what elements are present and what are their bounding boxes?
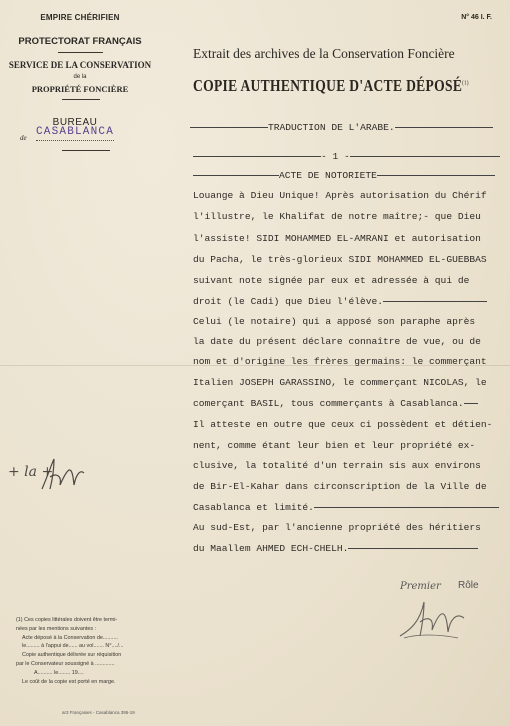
footnote [16, 616, 156, 686]
printer-imprint: ar3 Françaises - Casablanca 395-19 [62, 710, 135, 715]
protectorat-heading: PROTECTORAT FRANÇAIS [18, 36, 142, 47]
footnote-line: nées par les mentions suivantes : [16, 625, 97, 632]
body-line: du Maallem AHMED ECH-CHELH. [193, 543, 349, 554]
acte-line [193, 170, 495, 181]
body-line: clusive, la totalité d'un terrain sis aux environs [193, 460, 481, 471]
body-line: droit (le Cadi) que Dieu l'élève. [193, 296, 383, 307]
divider [58, 52, 103, 53]
empire-heading: EMPIRE CHÉRIFIEN [40, 13, 120, 22]
body-line: Casablanca et limité. [193, 502, 314, 513]
body-line: du Pacha, le très-glorieux SIDI MOHAMMED EL-GUEBBAS [193, 254, 487, 265]
footnote-line: le......... à l'appui de...... au vol....... N°..../... [22, 643, 124, 650]
footnote-line: A.......... le........ 19.... [34, 669, 84, 676]
traduction-text: TRADUCTION DE L'ARABE. [268, 122, 395, 133]
body-line: Italien JOSEPH GARASSINO, le commerçant NICOLAS, le [193, 377, 487, 388]
acte-title: ACTE DE NOTORIETE [279, 170, 377, 181]
body-line-row [193, 296, 487, 307]
premier-label: Premier [400, 581, 441, 592]
body-line: Il atteste en outre que ceux ci possèdent et détien- [193, 419, 493, 430]
body-line: nent, comme étant leur bien et leur propriété ex- [193, 440, 476, 451]
de-la-text: de la [73, 74, 87, 80]
body-line: comerçant BASIL, tous commerçants à Casablanca. [193, 398, 464, 409]
document-title [193, 76, 469, 96]
footnote-line: Le coût de la copie est porté en marge. [22, 678, 116, 685]
body-line: la date du présent déclare connaître de vue, ou de [193, 336, 481, 347]
propriete-heading: PROPRIÉTÉ FONCIÈRE [31, 84, 129, 94]
body-line: nom et d'origine les frères germains: le commerçant [193, 356, 487, 367]
body-line-row [193, 398, 478, 409]
section-number: - 1 - [321, 151, 350, 162]
footnote-line: par le Conservateur soussigné à ............. [16, 660, 115, 667]
body-line-row [193, 543, 478, 554]
de-label: de [20, 134, 27, 142]
body-line: Celui (le notaire) qui a apposé son paraphe après [193, 316, 476, 327]
body-line: Louange à Dieu Unique! Après autorisation du Chérif [193, 190, 487, 201]
divider [62, 99, 100, 100]
document-subtitle: Extrait des archives de la Conservation Foncière [193, 46, 455, 61]
body-line: l'assiste! SIDI MOHAMMED EL-AMRANI et autorisation [193, 233, 481, 244]
section-line [193, 151, 500, 162]
body-line: l'illustre, le Khalifat de notre maître;- que Dieu [193, 211, 481, 222]
footnote-line: Acte déposé à la Conservation de.......... [22, 634, 118, 641]
form-reference: N° 46 I. F. [461, 14, 492, 21]
body-line: suivant note signée par eux et adressée à qui de [193, 275, 470, 286]
document-title-text: COPIE AUTHENTIQUE D'ACTE DÉPOSÉ [193, 76, 463, 95]
bureau-label: BUREAU [52, 117, 98, 128]
body-line-row [193, 502, 499, 513]
signature [398, 596, 466, 640]
body-line: de Bir-El-Kahar dans circonscription de la Ville de [193, 481, 487, 492]
traduction-line [190, 122, 493, 133]
footnote-mark: (1) [462, 80, 469, 87]
footnote-line: Copie authentique délivrée sur réquisition [22, 652, 122, 659]
body-line: Au sud-Est, par l'ancienne propriété des héritiers [193, 522, 481, 533]
bureau-city: CASABLANCA [36, 126, 114, 141]
footnote-line: (1) Ces copies littérales doivent être termi- [16, 617, 118, 623]
margin-initials-signature [38, 455, 86, 493]
service-heading: SERVICE DE LA CONSERVATION [8, 60, 152, 70]
role-label: Rôle [458, 580, 479, 591]
divider [62, 150, 110, 151]
margin-note: + la + [8, 464, 54, 480]
